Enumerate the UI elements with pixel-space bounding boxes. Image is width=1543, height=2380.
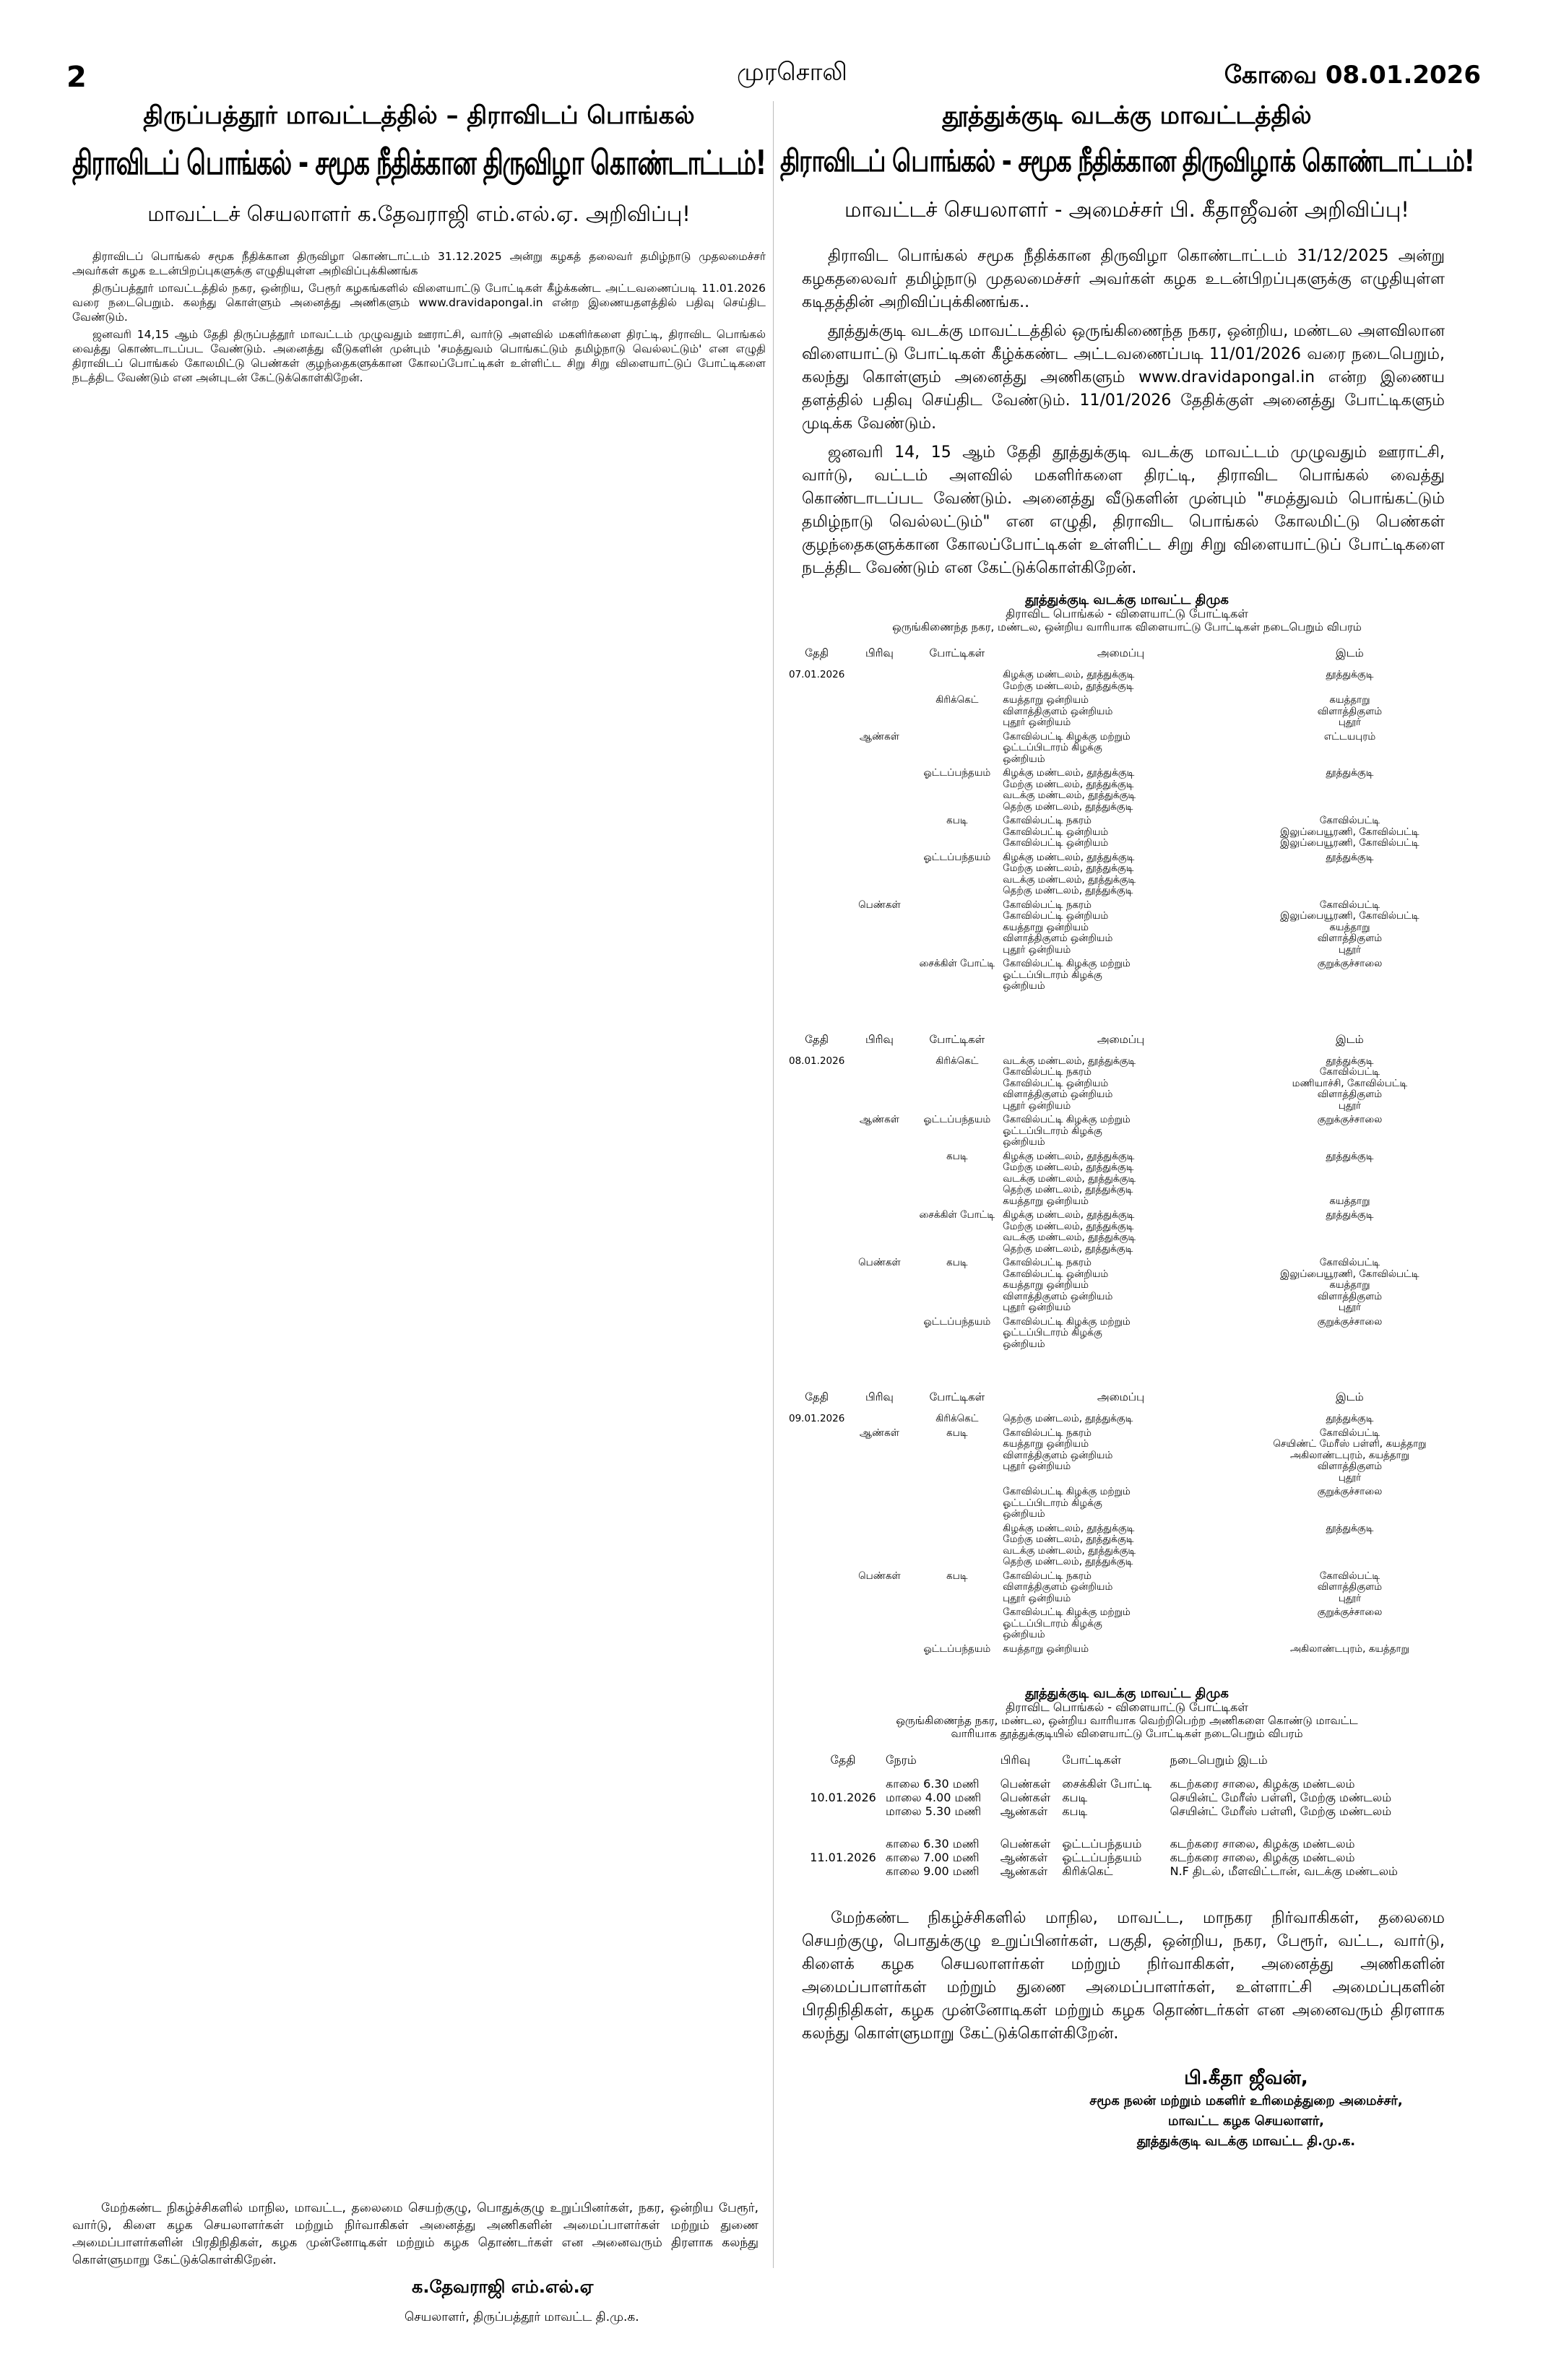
schedule-division: பெண்கள் [858, 1257, 901, 1268]
schedule-row [787, 1428, 1459, 1487]
final-column-header: தேதி [830, 1753, 856, 1767]
schedule-row [787, 1571, 1459, 1608]
schedule-venue: கோவில்பட்டி இலுப்பையூரணி, கோவில்பட்டி கயத்தாறு விளாத்திகுளம் புதூர் [1280, 899, 1419, 956]
page-header [0, 0, 1543, 94]
schedule-game: ஓட்டப்பந்தயம் [923, 1315, 991, 1328]
schedule-division [846, 1487, 912, 1523]
schedule-game: சைக்கிள் போட்டி [919, 958, 995, 969]
final-time: காலை 6.30 மணி [886, 1777, 980, 1791]
final-division: பெண்கள் [1000, 1791, 1051, 1804]
schedule-column-header: போட்டிகள் [929, 1390, 985, 1403]
schedule-game [913, 732, 1002, 769]
newspaper-name: முரசொலி [737, 58, 847, 87]
schedule-venue: கோவில்பட்டி விளாத்திகுளம் புதூர் [1317, 1570, 1383, 1604]
schedule-venue: குறுக்குச்சாலை [1317, 1114, 1383, 1125]
schedule-division [846, 815, 912, 852]
right-subhead: மாவட்டச் செயலாளர் - அமைச்சர் பி. கீதாஜீவன் அறிவிப்பு! [844, 197, 1409, 222]
left-paragraph: ஜனவரி 14,15 ஆம் தேதி திருப்பத்தூர் மாவட்டம் முழுவதும் ஊராட்சி, வார்டு அளவில் மகளிர்களை திரட்டி, திராவிட பொங்கல் வைத்து கொண்டாடப்பட வேண்டும். அனைத்து வீடுகளின் முன்பும் 'சமத்துவம் பொங்கட்டும் தமிழ்நாடு வெல்லட்டும்' என எழுதி திராவிடப் பொங்கல் கோலமிட்டு பெண்கள் குழந்தைகளுக்கான கோலப்போட்டிகள் உள்ளிட்ட சிறு சிறு விளையாட்டுப் போட்டிகளை நடத்திட வேண்டும் என அன்புடன் கேட்டுக்கொள்கிறேன். [72, 328, 766, 384]
schedule-division [846, 1210, 912, 1258]
schedule-row [787, 815, 1459, 852]
schedule-venue: கோவில்பட்டி செயிண்ட் மேரீஸ் பள்ளி, கயத்தாறு அகிலாண்டபுரம், கயத்தாறு விளாத்திகுளம் புதூர் [1273, 1427, 1427, 1484]
schedule-venue: குறுக்குச்சாலை [1317, 1486, 1383, 1497]
right-article [780, 101, 1474, 2152]
schedule-row [787, 852, 1459, 900]
left-article [72, 101, 766, 388]
schedule-header-row [787, 644, 1459, 670]
final-subheading: திராவிட பொங்கல் - விளையாட்டு போட்டிகள் [1006, 1700, 1248, 1714]
schedule-division: பெண்கள் [858, 899, 901, 911]
schedule-column-header: இடம் [1336, 1390, 1364, 1403]
schedule-game: சைக்கிள் போட்டி [919, 1209, 995, 1221]
schedule-division: பெண்கள் [858, 1570, 901, 1582]
right-paragraph: ஜனவரி 14, 15 ஆம் தேதி தூத்துக்குடி வடக்கு மாவட்டம் முழுவதும் ஊராட்சி, வார்டு, வட்டம் அளவில் மகளிர்களை திரட்டி, திராவிட பொங்கல் வைத்து கொண்டாடப்பட வேண்டும். அனைத்து வீடுகளின் முன்பும் "சமத்துவம் பொங்கட்டும் தமிழ்நாடு வெல்லட்டும்" என எழுதி, திராவிட பொங்கல் கோலமிட்டு பெண்கள் குழந்தைகளுக்கான கோலப்போட்டிகள் உள்ளிட்ட சிறு சிறு விளையாட்டுப் போட்டிகளை நடத்திட வேண்டும் என கேட்டுக்கொள்கிறேன். [802, 443, 1445, 577]
schedule-division [846, 852, 912, 900]
schedule-venue: எட்டயபுரம் [1323, 730, 1376, 743]
schedule-game [913, 670, 1002, 695]
schedule-row [787, 1487, 1459, 1523]
final-gap-cell [802, 1818, 1438, 1837]
schedule-game: கபடி [946, 1427, 968, 1439]
schedule-column-header: அமைப்பு [1097, 646, 1145, 659]
schedule-venue: குறுக்குச்சாலை [1317, 1315, 1383, 1328]
final-venue: செயின்ட் மேரீஸ் பள்ளி, மேற்கு மண்டலம் [1170, 1791, 1392, 1804]
final-game: சைக்கிள் போட்டி [1062, 1777, 1152, 1791]
final-division: பெண்கள் [1000, 1837, 1051, 1851]
schedule-organization: கிழக்கு மண்டலம், தூத்துக்குடி மேற்கு மண்டலம், தூத்துக்குடி வடக்கு மண்டலம், தூத்துக்குடி தெற்கு மண்டலம், தூத்துக்குடி [1003, 767, 1136, 813]
schedule-row [787, 959, 1459, 995]
schedule-division: ஆண்கள் [859, 730, 899, 743]
schedule-organization: கோவில்பட்டி நகரம் கோவில்பட்டி ஒன்றியம் கயத்தாறு ஒன்றியம் விளாத்திகுளம் ஒன்றியம் புதூர் ஒன்றியம் [1003, 899, 1113, 956]
schedule-organization: கிழக்கு மண்டலம், தூத்துக்குடி மேற்கு மண்டலம், தூத்துக்குடி வடக்கு மண்டலம், தூத்துக்குடி தெற்கு மண்டலம், தூத்துக்குடி கயத்தாறு ஒன்றியம் [1003, 1150, 1136, 1207]
schedule-game: கபடி [946, 1150, 968, 1162]
schedule-venue: கயத்தாறு விளாத்திகுளம் புதூர் [1317, 694, 1383, 728]
schedule-organization: தெற்கு மண்டலம், தூத்துக்குடி [1003, 1413, 1133, 1424]
schedule-organization: கோவில்பட்டி கிழக்கு மற்றும் ஓட்டப்பிடாரம் கிழக்கு ஒன்றியம் [1003, 958, 1131, 992]
schedule-game: ஓட்டப்பந்தயம் [923, 767, 991, 779]
left-signature-name: க.தேவராஜி எம்.எல்.ஏ [412, 2277, 594, 2297]
schedule-game [913, 900, 1002, 959]
final-gap-row [802, 1818, 1438, 1837]
schedule-venue: தூத்துக்குடி [1326, 767, 1374, 779]
schedule-column-header: பிரிவு [865, 1390, 894, 1403]
schedule-division: ஆண்கள் [859, 1427, 899, 1439]
schedule-column-header: தேதி [805, 1032, 829, 1046]
schedule-game: கிரிக்கெட் [935, 694, 979, 706]
final-division: ஆண்கள் [1000, 1804, 1048, 1818]
schedule-tables [780, 644, 1474, 1658]
right-signature [1019, 2067, 1474, 2152]
right-headline: திராவிடப் பொங்கல் - சமூக நீதிக்கான திருவிழாக் கொண்டாட்டம்! [780, 143, 1474, 178]
schedule-division [846, 695, 912, 732]
schedule-game: ஓட்டப்பந்தயம் [923, 1114, 991, 1125]
left-paragraph: திருப்பத்தூர் மாவட்டத்தில் நகர, ஒன்றிய, பேரூர் கழகங்களில் விளையாட்டு போட்டிகள் கீழ்க்கண்ட அட்டவணைப்படி 11.01.2026 வரை நடைபெறும். கலந்து கொள்ளும் அனைத்து அணிகளும் www.dravidapongal.in என்ற இணையதளத்தில் பதிவு செய்திட வேண்டும். [72, 282, 766, 324]
final-row [802, 1864, 1438, 1878]
schedule-row [787, 732, 1459, 769]
schedule-date: 07.01.2026 [789, 669, 845, 680]
schedule-venue: கோவில்பட்டி இலுப்பையூரணி, கோவில்பட்டி இலுப்பையூரணி, கோவில்பட்டி [1280, 815, 1419, 849]
schedule-division [846, 670, 912, 695]
schedule-description: ஒருங்கிணைந்த நகர, மண்டல, ஒன்றிய வாரியாக விளையாட்டு போட்டிகள் நடைபெறும் விபரம் [892, 620, 1362, 633]
right-paragraph: தூத்துக்குடி வடக்கு மாவட்டத்தில் ஒருங்கிணைந்த நகர, ஒன்றிய, மண்டல அளவிலான விளையாட்டு போட்டிகள் கீழ்க்கண்ட அட்டவணைப்படி 11/01/2026 வரை நடைபெறும், கலந்து கொள்ளும் அனைத்து அணிகளும் www.dravidapongal.in என்ற இணைய தளத்தில் பதிவு செய்திட வேண்டும். 11/01/2026 தேதிக்குள் அனைத்து போட்டிகளும் முடிக்க வேண்டும். [802, 322, 1445, 433]
final-row [802, 1851, 1438, 1864]
schedule-row [787, 1151, 1459, 1211]
schedule-game [913, 1607, 1002, 1644]
final-heading: தூத்துக்குடி வடக்கு மாவட்ட திமுக [1025, 1686, 1229, 1701]
final-division: ஆண்கள் [1000, 1851, 1048, 1864]
final-date: 10.01.2026 [810, 1791, 876, 1804]
schedule-header-row [787, 1388, 1459, 1414]
schedule-division [846, 1523, 912, 1571]
schedule-division [846, 1317, 912, 1354]
schedule-heading: தூத்துக்குடி வடக்கு மாவட்ட திமுக [1025, 592, 1229, 607]
schedule-column-header: அமைப்பு [1097, 1032, 1145, 1046]
final-row [802, 1837, 1438, 1851]
schedule-organization: கிழக்கு மண்டலம், தூத்துக்குடி மேற்கு மண்டலம், தூத்துக்குடி [1003, 669, 1135, 692]
schedule-date: 09.01.2026 [789, 1413, 845, 1424]
final-column-header: போட்டிகள் [1062, 1753, 1122, 1767]
schedule-organization: கோவில்பட்டி நகரம் விளாத்திகுளம் ஒன்றியம் புதூர் ஒன்றியம் [1003, 1570, 1113, 1604]
schedule-division: ஆண்கள் [859, 1114, 899, 1125]
schedule-division [846, 959, 912, 995]
schedule-game [913, 1523, 1002, 1571]
final-time: மாலை 5.30 மணி [886, 1804, 982, 1818]
final-time: காலை 9.00 மணி [886, 1864, 980, 1878]
schedule-organization: கிழக்கு மண்டலம், தூத்துக்குடி மேற்கு மண்டலம், தூத்துக்குடி வடக்கு மண்டலம், தூத்துக்குடி தெற்கு மண்டலம், தூத்துக்குடி [1003, 851, 1136, 896]
schedule-row [787, 768, 1459, 815]
final-game: கபடி [1062, 1804, 1088, 1818]
schedule-division [846, 1414, 912, 1428]
final-time: காலை 7.00 மணி [886, 1851, 980, 1864]
schedule-table [787, 1388, 1459, 1658]
schedule-row [787, 1523, 1459, 1571]
final-time: மாலை 4.00 மணி [886, 1791, 982, 1804]
schedule-division [846, 1607, 912, 1644]
final-venue: கடற்கரை சாலை, கிழக்கு மண்டலம் [1170, 1851, 1355, 1864]
schedule-column-header: தேதி [805, 1390, 829, 1403]
final-venue: N.F திடல், மீளவிட்டான், வடக்கு மண்டலம் [1170, 1864, 1398, 1878]
schedule-venue: தூத்துக்குடி [1326, 1209, 1374, 1221]
schedule-venue: குறுக்குச்சாலை [1317, 1606, 1383, 1618]
schedule-row [787, 1210, 1459, 1258]
schedule-column-header: பிரிவு [865, 646, 894, 659]
schedule-venue: அகிலாண்டபுரம், கயத்தாறு [1290, 1643, 1409, 1655]
schedule-game [913, 1487, 1002, 1523]
schedule-subheading: திராவிட பொங்கல் - விளையாட்டு போட்டிகள் [1006, 607, 1248, 620]
schedule-column-header: அமைப்பு [1097, 1390, 1145, 1403]
right-closing: மேற்கண்ட நிகழ்ச்சிகளில் மாநில, மாவட்ட, மாநகர நிர்வாகிகள், தலைமை செயற்குழு, பொதுக்குழு உறுப்பினர்கள், பகுதி, ஒன்றிய, நகர, பேரூர், வட்ட, வார்டு, கிளைக் கழக செயலாளர்கள் மற்றும் நிர்வாகிகள், அனைத்து அணிகளின் அமைப்பாளர்கள் மற்றும் துணை அமைப்பாளர்கள், உள்ளாட்சி அமைப்புகளின் பிரதிநிதிகள், கழக முன்னோடிகள் மற்றும் கழக தொண்டர்கள் என அனைவரும் திரளாக கலந்து கொள்ளுமாறு கேட்டுக்கொள்கிறேன். [802, 1909, 1445, 2043]
final-row [802, 1804, 1438, 1818]
final-row [802, 1791, 1438, 1804]
schedule-venue: தூத்துக்குடி [1326, 669, 1374, 680]
schedule-row [787, 1115, 1459, 1151]
schedule-row [787, 1056, 1459, 1115]
schedule-row [787, 670, 1459, 695]
schedule-column-header: தேதி [805, 646, 829, 659]
right-body [780, 245, 1474, 580]
right-paragraph: திராவிட பொங்கல் சமூக நீதிக்கான திருவிழா கொண்டாட்டம் 31/12/2025 அன்று கழகதலைவர் தமிழ்நாடு முதலமைச்சர் அவர்கள் கழக உடன்பிறப்புகளுக்கு எழுதியுள்ள கடிதத்தின் அறிவிப்புக்கிணங்க.. [802, 247, 1445, 311]
schedule-organization: கிழக்கு மண்டலம், தூத்துக்குடி மேற்கு மண்டலம், தூத்துக்குடி வடக்கு மண்டலம், தூத்துக்குடி தெற்கு மண்டலம், தூத்துக்குடி [1003, 1522, 1136, 1567]
final-time: காலை 6.30 மணி [886, 1837, 980, 1851]
schedule-venue: குறுக்குச்சாலை [1317, 958, 1383, 969]
schedule-game: ஓட்டப்பந்தயம் [923, 1643, 991, 1655]
final-venue: செயின்ட் மேரீஸ் பள்ளி, மேற்கு மண்டலம் [1170, 1804, 1392, 1818]
schedule-organization: கோவில்பட்டி கிழக்கு மற்றும் ஓட்டப்பிடாரம் கிழக்கு ஒன்றியம் [1003, 1486, 1131, 1520]
schedule-organization: கோவில்பட்டி நகரம் கயத்தாறு ஒன்றியம் விளாத்திகுளம் ஒன்றியம் புதூர் ஒன்றியம் [1003, 1427, 1113, 1472]
left-headline: திராவிடப் பொங்கல் - சமூக நீதிக்கான திருவிழா கொண்டாட்டம்! [72, 143, 766, 182]
left-kicker: திருப்பத்தூர் மாவட்டத்தில் – திராவிடப் பொங்கல் [143, 101, 695, 130]
schedule-division [846, 1151, 912, 1211]
schedule-column-header: பிரிவு [865, 1032, 894, 1046]
schedule-organization: வடக்கு மண்டலம், தூத்துக்குடி கோவில்பட்டி நகரம் கோவில்பட்டி ஒன்றியம் விளாத்திகுளம் ஒன்றியம் புதூர் ஒன்றியம் [1003, 1055, 1136, 1112]
final-venue: கடற்கரை சாலை, கிழக்கு மண்டலம் [1170, 1777, 1355, 1791]
schedule-venue: தூத்துக்குடி [1326, 1522, 1374, 1534]
schedule-game: கிரிக்கெட் [935, 1055, 979, 1067]
left-signature-title: செயலாளர், திருப்பத்தூர் மாவட்ட தி.மு.க. [405, 2310, 639, 2324]
schedule-organization: கயத்தாறு ஒன்றியம் [1003, 1643, 1089, 1655]
right-signature-line: தூத்துக்குடி வடக்கு மாவட்ட தி.மு.க. [1136, 2134, 1356, 2149]
schedule-venue: தூத்துக்குடி கோவில்பட்டி மணியாச்சி, கோவில்பட்டி விளாத்திகுளம் புதூர் [1292, 1055, 1408, 1112]
schedule-organization: கோவில்பட்டி கிழக்கு மற்றும் ஓட்டப்பிடாரம் கிழக்கு ஒன்றியம் [1003, 1606, 1131, 1640]
column-divider [773, 101, 774, 2268]
schedule-column-header: இடம் [1336, 646, 1364, 659]
schedule-table [787, 1030, 1459, 1354]
final-game: ஓட்டப்பந்தயம் [1062, 1851, 1142, 1864]
left-subhead: மாவட்டச் செயலாளர் க.தேவராஜி எம்.எல்.ஏ. அறிவிப்பு! [147, 202, 691, 226]
final-date: 11.01.2026 [810, 1851, 876, 1864]
schedule-game: கபடி [946, 1257, 968, 1268]
schedule-division [846, 1056, 912, 1115]
left-body [72, 249, 766, 385]
schedule-column-header: இடம் [1336, 1032, 1364, 1046]
schedule-venue: தூத்துக்குடி கயத்தாறு [1326, 1150, 1374, 1207]
final-row [802, 1777, 1438, 1791]
schedule-row [787, 1317, 1459, 1354]
schedule-venue: கோவில்பட்டி இலுப்பையூரணி, கோவில்பட்டி கயத்தாறு விளாத்திகுளம் புதூர் [1280, 1257, 1419, 1313]
schedule-organization: கோவில்பட்டி நகரம் கோவில்பட்டி ஒன்றியம் கயத்தாறு ஒன்றியம் விளாத்திகுளம் ஒன்றியம் புதூர் ஒன்றியம் [1003, 1257, 1113, 1313]
final-division: ஆண்கள் [1000, 1864, 1048, 1878]
right-kicker: தூத்துக்குடி வடக்கு மாவட்டத்தில் [942, 101, 1312, 130]
schedule-row [787, 1414, 1459, 1428]
schedule-division [846, 1644, 912, 1658]
right-signature-line: மாவட்ட கழக செயலாளர், [1167, 2113, 1325, 2129]
schedule-organization: கிழக்கு மண்டலம், தூத்துக்குடி மேற்கு மண்டலம், தூத்துக்குடி வடக்கு மண்டலம், தூத்துக்குடி தெற்கு மண்டலம், தூத்துக்குடி [1003, 1209, 1136, 1255]
final-game: கபடி [1062, 1791, 1088, 1804]
final-column-header: நடைபெறும் இடம் [1170, 1753, 1268, 1767]
final-venue: கடற்கரை சாலை, கிழக்கு மண்டலம் [1170, 1837, 1355, 1851]
schedule-row [787, 695, 1459, 732]
right-signature-name: பி.கீதா ஜீவன், [1184, 2067, 1308, 2089]
schedule-game: கிரிக்கெட் [935, 1413, 979, 1424]
schedule-date: 08.01.2026 [789, 1055, 845, 1067]
final-game: ஓட்டப்பந்தயம் [1062, 1837, 1142, 1851]
final-description: ஒருங்கிணைந்த நகர, மண்டல, ஒன்றிய வாரியாக வெற்றிபெற்ற அணிகளை கொண்டு மாவட்ட வாரியாக தூத்துக்குடியில் விளையாட்டு போட்டிகள் நடைபெறும் விபரம் [896, 1714, 1358, 1740]
page-number: 2 [66, 61, 87, 94]
final-header-row [802, 1750, 1438, 1777]
schedule-game: கபடி [946, 1570, 968, 1582]
schedule-organization: கோவில்பட்டி நகரம் கோவில்பட்டி ஒன்றியம் கோவில்பட்டி ஒன்றியம் [1003, 815, 1109, 849]
schedule-game: கபடி [946, 815, 968, 826]
schedule-organization: கயத்தாறு ஒன்றியம் விளாத்திகுளம் ஒன்றியம் புதூர் ஒன்றியம் [1003, 694, 1113, 728]
left-paragraph: திராவிடப் பொங்கல் சமூக நீதிக்கான திருவிழா கொண்டாட்டம் 31.12.2025 அன்று கழகத் தலைவர் தமிழ்நாடு முதலமைச்சர் அவர்கள் கழக உடன்பிறப்புகளுக்கு எழுதியுள்ள அறிவிப்புக்கிணங்க [72, 250, 766, 277]
schedule-column-header: போட்டிகள் [929, 1032, 985, 1046]
final-game: கிரிக்கெட் [1062, 1864, 1113, 1878]
schedule-gap [780, 995, 1474, 1030]
schedule-header-row [787, 1030, 1459, 1056]
schedule-row [787, 900, 1459, 959]
schedule-row [787, 1258, 1459, 1317]
left-closing: மேற்கண்ட நிகழ்ச்சிகளில் மாநில, மாவட்ட, தலைமை செயற்குழு, பொதுக்குழு உறுப்பினர்கள், நகர, ஒன்றிய பேரூர், வார்டு, கிளை கழக செயலாளர்கள் மற்றும் நிர்வாகிகள் அனைத்து அணிகளின் அமைப்பாளர்கள் மற்றும் துணை அமைப்பாளர்களின் பிரதிநிதிகள், கழக முன்னோடிகள் மற்றும் கழக தொண்டர்கள் என அனைவரும் திரளாக கலந்து கொள்ளுமாறு கேட்டுக்கொள்கிறேன். [72, 2201, 758, 2267]
schedule-game: ஓட்டப்பந்தயம் [923, 851, 991, 863]
final-column-header: பிரிவு [1000, 1753, 1031, 1767]
schedule-organization: கோவில்பட்டி கிழக்கு மற்றும் ஓட்டப்பிடாரம் கிழக்கு ஒன்றியம் [1003, 1114, 1131, 1148]
final-column-header: நேரம் [886, 1753, 917, 1767]
final-division: பெண்கள் [1000, 1777, 1051, 1791]
right-signature-line: சமூக நலன் மற்றும் மகளிர் உரிமைத்துறை அமைச்சர், [1089, 2093, 1403, 2108]
schedule-organization: கோவில்பட்டி கிழக்கு மற்றும் ஓட்டப்பிடாரம் கிழக்கு ஒன்றியம் [1003, 730, 1131, 765]
schedule-table [787, 644, 1459, 995]
schedule-gap [780, 1353, 1474, 1388]
final-table [802, 1750, 1438, 1878]
schedule-column-header: போட்டிகள் [929, 646, 985, 659]
schedule-division [846, 768, 912, 815]
schedule-venue: தூத்துக்குடி [1326, 1413, 1374, 1424]
dateline: கோவை 08.01.2026 [1224, 61, 1481, 90]
schedule-organization: கோவில்பட்டி கிழக்கு மற்றும் ஓட்டப்பிடாரம் கிழக்கு ஒன்றியம் [1003, 1315, 1131, 1350]
schedule-row [787, 1644, 1459, 1658]
schedule-venue: தூத்துக்குடி [1326, 851, 1374, 863]
schedule-row [787, 1607, 1459, 1644]
